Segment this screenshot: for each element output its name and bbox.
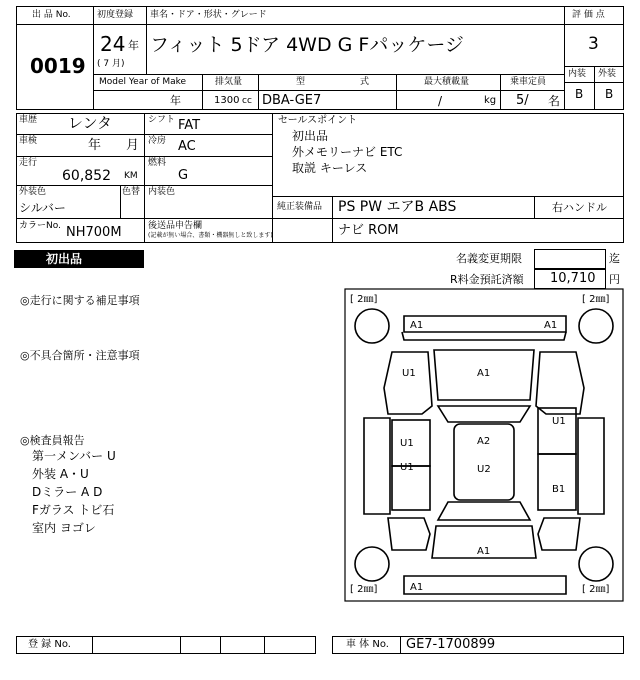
mileage-value: 60,852 [62,168,111,184]
car-damage-diagram [344,288,624,602]
mark-rear-left-door: U1 [400,462,414,473]
mark-rear-bumper: A1 [410,582,424,593]
displacement-value: 1300 [214,95,240,106]
first-registration-month: ( 7 月) [97,59,125,69]
name-change-label: 名義変更期限 [456,252,522,265]
displacement-label: 排気量 [215,77,243,87]
registration-number-label: 登 録 No. [28,639,71,650]
recycle-fee-unit: 円 [609,273,620,286]
mark-front-bumper-right: A1 [544,320,558,331]
mark-trunk: A1 [477,546,491,557]
exterior-grade: B [605,87,614,101]
recycle-fee-label: R料金預託済額 [450,273,524,286]
recycle-fee-value: 10,710 [550,271,596,286]
ac-label: 冷房 [148,136,167,146]
tire-front-left: [ 2㎜] [350,294,378,305]
inspection-year-unit: 年 [88,138,102,153]
first-listing-badge-text: 初出品 [46,252,83,266]
type-value: DBA-GE7 [262,93,322,108]
mark-front-left-door: U1 [400,438,414,449]
sales-point-3: 取説 キーレス [292,161,368,175]
inspection-label: 車検 [19,136,38,146]
inspector-line-2: 外装 A・U [32,467,89,481]
post-delivery-value: ナビ ROM [338,223,399,238]
capacity-value: 5/ [516,93,529,108]
history-value: レンタ [68,114,113,132]
inspector-line-1: 第一メンバー U [32,449,116,463]
evaluation-score: 3 [588,34,599,54]
color-number-label: カラーNo. [19,221,61,231]
interior-color-label: 内装色 [148,187,176,197]
tire-rear-right: [ 2㎜] [582,584,610,595]
shift-value: FAT [178,118,201,133]
mark-hood: A1 [477,368,491,379]
mark-roof: A2 [477,436,491,447]
lot-number: 0019 [30,54,86,78]
type-label-2: 式 [360,77,370,87]
model-year-label: Model Year of Make [99,77,187,87]
max-load-value: / [438,94,443,108]
equipment-value: PS PW エアB ABS [338,199,457,215]
name-change-field [534,249,606,269]
mark-front-bumper-left: A1 [410,320,424,331]
inspector-line-4: Fガラス トビ石 [32,503,115,517]
interior-grade-label: 内装 [568,69,587,79]
fuel-label: 燃料 [148,158,167,168]
first-registration-label: 初度登録 [97,10,134,20]
tire-rear-left: [ 2㎜] [350,584,378,595]
car-name-label: 車名・ドア・形状・グレード [150,10,267,20]
exterior-color-value: シルバー [19,201,66,215]
equipment-label: 純正装備品 [277,202,323,212]
first-registration-year: 24 [100,32,126,56]
inspector-line-3: Dミラー A D [32,485,103,499]
capacity-label: 乗車定員 [510,77,547,87]
chassis-number-value: GE7-1700899 [406,637,496,652]
driving-notes-label: ◎走行に関する補足事項 [20,294,140,307]
model-year-unit: 年 [170,94,181,107]
exterior-color-label: 外装色 [19,187,47,197]
inspector-line-5: 室内 ヨゴレ [32,521,96,535]
sales-points-label: セールスポイント [278,115,358,126]
mileage-label: 走行 [19,158,38,168]
defects-label: ◎不具合箇所・注意事項 [20,349,140,362]
evaluation-label: 評 価 点 [572,10,605,20]
inspector-report-label: ◎検査員報告 [20,434,85,447]
post-delivery-label: 後送品申告欄 [148,221,203,231]
year-unit: 年 [128,39,139,52]
fuel-value: G [178,168,189,183]
mark-roof-rear: U2 [477,464,491,475]
mark-right-front-door: U1 [552,416,566,427]
chassis-number-label: 車 体 No. [346,639,389,650]
color-number-value: NH700M [66,225,122,240]
interior-grade: B [575,87,584,101]
history-label: 車歴 [19,115,38,125]
tire-front-right: [ 2㎜] [582,294,610,305]
name-change-unit: 迄 [609,252,620,265]
car-name: フィット 5ドア 4WD G Fパッケージ [150,34,464,56]
ac-value: AC [178,139,196,154]
displacement-unit: cc [242,96,252,106]
repaint-label: 色替 [122,187,141,197]
lot-number-label: 出 品 No. [32,10,71,20]
exterior-grade-label: 外装 [598,69,617,79]
sales-point-1: 初出品 [292,129,329,143]
sales-point-2: 外メモリーナビ ETC [292,145,403,159]
post-delivery-note: (記載が無い場合、書類・機器無しと致します) [148,232,273,239]
steering-value: 右ハンドル [552,201,607,214]
capacity-unit: 名 [548,94,561,108]
shift-label: シフト [148,115,176,125]
max-load-unit: kg [484,95,497,106]
mark-front-left-fender: U1 [402,368,416,379]
max-load-label: 最大積載量 [424,77,470,87]
mileage-unit: KM [124,171,138,181]
type-label: 型 [296,77,306,87]
inspection-month-unit: 月 [126,138,140,153]
mark-rear-right-door: B1 [552,484,566,495]
